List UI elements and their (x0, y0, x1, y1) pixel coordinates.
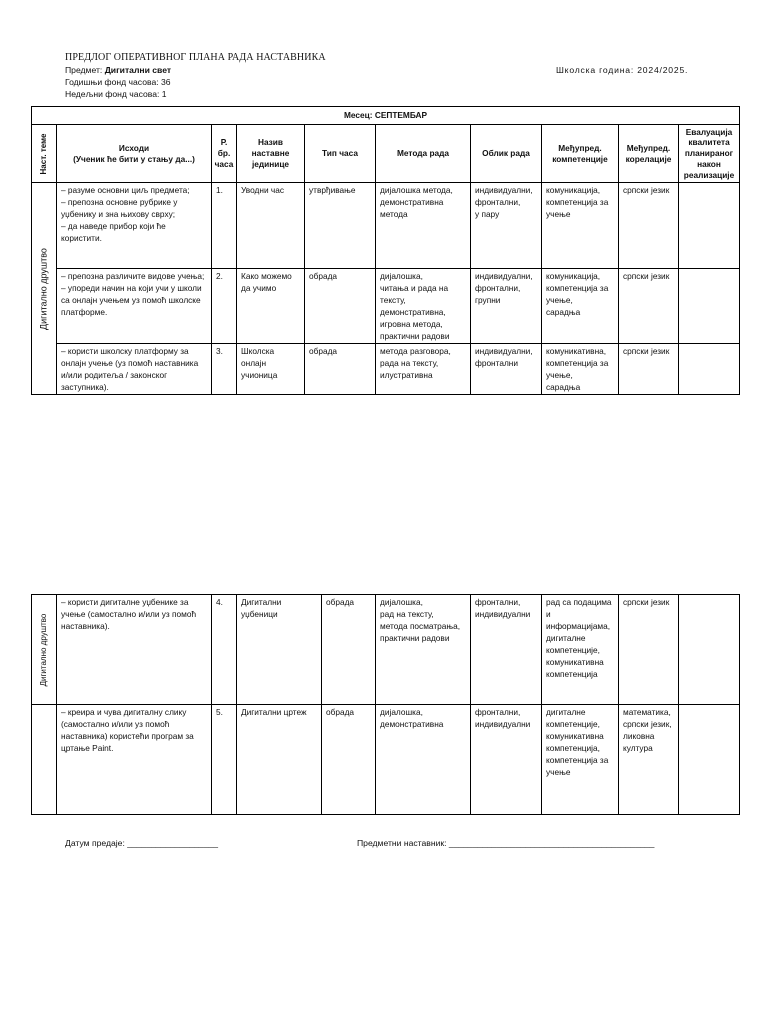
competences-cell: комуникација, компетенција за учење, сарадња (542, 269, 619, 344)
form-cell: индивидуални, фронтални, у пару (471, 183, 542, 269)
subject-label: Предмет: (65, 65, 105, 75)
topic-cell: Дигитално друштво (32, 183, 57, 395)
lesson-type-cell: обрада (305, 344, 376, 395)
competences-cell: комуникација, компетенција за учење (542, 183, 619, 269)
correlations-cell: српски језик (619, 183, 679, 269)
competences-cell: комуникативна, компетенција за учење, сарадња (542, 344, 619, 395)
form-cell: индивидуални, фронтални, групни (471, 269, 542, 344)
school-year: Школска година: 2024/2025. (556, 65, 689, 75)
topic-cell: Дигитално друштво (32, 595, 57, 705)
lesson-no-cell: 4. (212, 595, 237, 705)
correlations-cell: српски језик (619, 269, 679, 344)
outcomes-cell: – разуме основни циљ предмета; – препозна основне рубрике у уџбенику и зна њихову сврху; – да наведе прибор који ће користити. (57, 183, 212, 269)
lesson-type-cell: обрада (322, 595, 376, 705)
method-cell: метода разговора, рада на тексту, илустративна (376, 344, 471, 395)
evaluation-cell (679, 183, 740, 269)
lesson-name-cell: Дигитални уџбеници (237, 595, 322, 705)
col-lesson-type: Тип часа (305, 125, 376, 183)
correlations-cell: српски језик (619, 595, 679, 705)
evaluation-cell (679, 269, 740, 344)
weekly-hours: Недељни фонд часова: 1 (65, 89, 167, 99)
evaluation-cell (679, 705, 740, 815)
evaluation-cell (679, 595, 740, 705)
form-cell: фронтални, индивидуални (471, 705, 542, 815)
method-cell: дијалошка, читања и рада на тексту, демонстративна, игровна метода, практични радови (376, 269, 471, 344)
col-lesson-no: Р. бр. часа (212, 125, 237, 183)
col-evaluation: Евалуација квалитета планираног након реализације (679, 125, 740, 183)
outcomes-cell: – препозна различите видове учења; – упореди начин на који учи у школи са онлајн учењем уз помоћ школске платформе. (57, 269, 212, 344)
lesson-no-cell: 3. (212, 344, 237, 395)
method-cell: дијалошка, рад на тексту, метода посматрања, практични радови (376, 595, 471, 705)
method-cell: дијалошка метода, демонстративна метода (376, 183, 471, 269)
competences-cell: дигиталне компетенције, комуникативна компетенција, компетенција за учење (542, 705, 619, 815)
lesson-name-cell: Како можемо да учимо (237, 269, 305, 344)
annual-hours: Годишњи фонд часова: 36 (65, 77, 171, 87)
evaluation-cell (679, 344, 740, 395)
month-header: Месец: СЕПТЕМБАР (32, 107, 740, 125)
col-method: Метода рада (376, 125, 471, 183)
lesson-name-cell: Дигитални цртеж (237, 705, 322, 815)
form-cell: индивидуални, фронтални (471, 344, 542, 395)
lesson-no-cell: 1. (212, 183, 237, 269)
teacher-signature: Предметни наставник: ___________________________________________ (357, 838, 655, 848)
form-cell: фронтални, индивидуални (471, 595, 542, 705)
competences-cell: рад са подацима и информацијама, дигиталне компетенције, комуникативна компетенција (542, 595, 619, 705)
lesson-name-cell: Уводни час (237, 183, 305, 269)
col-lesson-name: Назив наставне јединице (237, 125, 305, 183)
col-topic: Наст. теме (32, 125, 57, 183)
lesson-no-cell: 5. (212, 705, 237, 815)
lesson-type-cell: утврђивање (305, 183, 376, 269)
col-competences: Међупред. компетенције (542, 125, 619, 183)
col-form: Облик рада (471, 125, 542, 183)
subject-value: Дигитални свет (104, 65, 172, 75)
outcomes-cell: – користи дигиталне уџбенике за учење (самостално и/или уз помоћ наставника). (57, 595, 212, 705)
plan-table-top (31, 106, 740, 395)
col-correlations: Међупред. корелације (619, 125, 679, 183)
topic-cell-empty (32, 705, 57, 815)
lesson-type-cell: обрада (305, 269, 376, 344)
outcomes-cell: – користи школску платформу за онлајн учење (уз помоћ наставника и/или родитеља / законског заступника). (57, 344, 212, 395)
lesson-name-cell: Школска онлајн учионица (237, 344, 305, 395)
lesson-no-cell: 2. (212, 269, 237, 344)
correlations-cell: математика, српски језик, ликовна култура (619, 705, 679, 815)
lesson-type-cell: обрада (322, 705, 376, 815)
subject-line (65, 65, 171, 75)
document-title: ПРЕДЛОГ ОПЕРАТИВНОГ ПЛАНА РАДА НАСТАВНИКА (65, 52, 326, 63)
submission-date: Датум предаје: ___________________ (65, 838, 219, 848)
plan-table-bottom (31, 594, 740, 815)
method-cell: дијалошка, демонстративна (376, 705, 471, 815)
col-outcomes: Исходи (Ученик ће бити у стању да...) (57, 125, 212, 183)
outcomes-cell: – креира и чува дигиталну слику (самостално и/или уз помоћ наставника) користећи програм за цртање Paint. (57, 705, 212, 815)
correlations-cell: српски језик (619, 344, 679, 395)
